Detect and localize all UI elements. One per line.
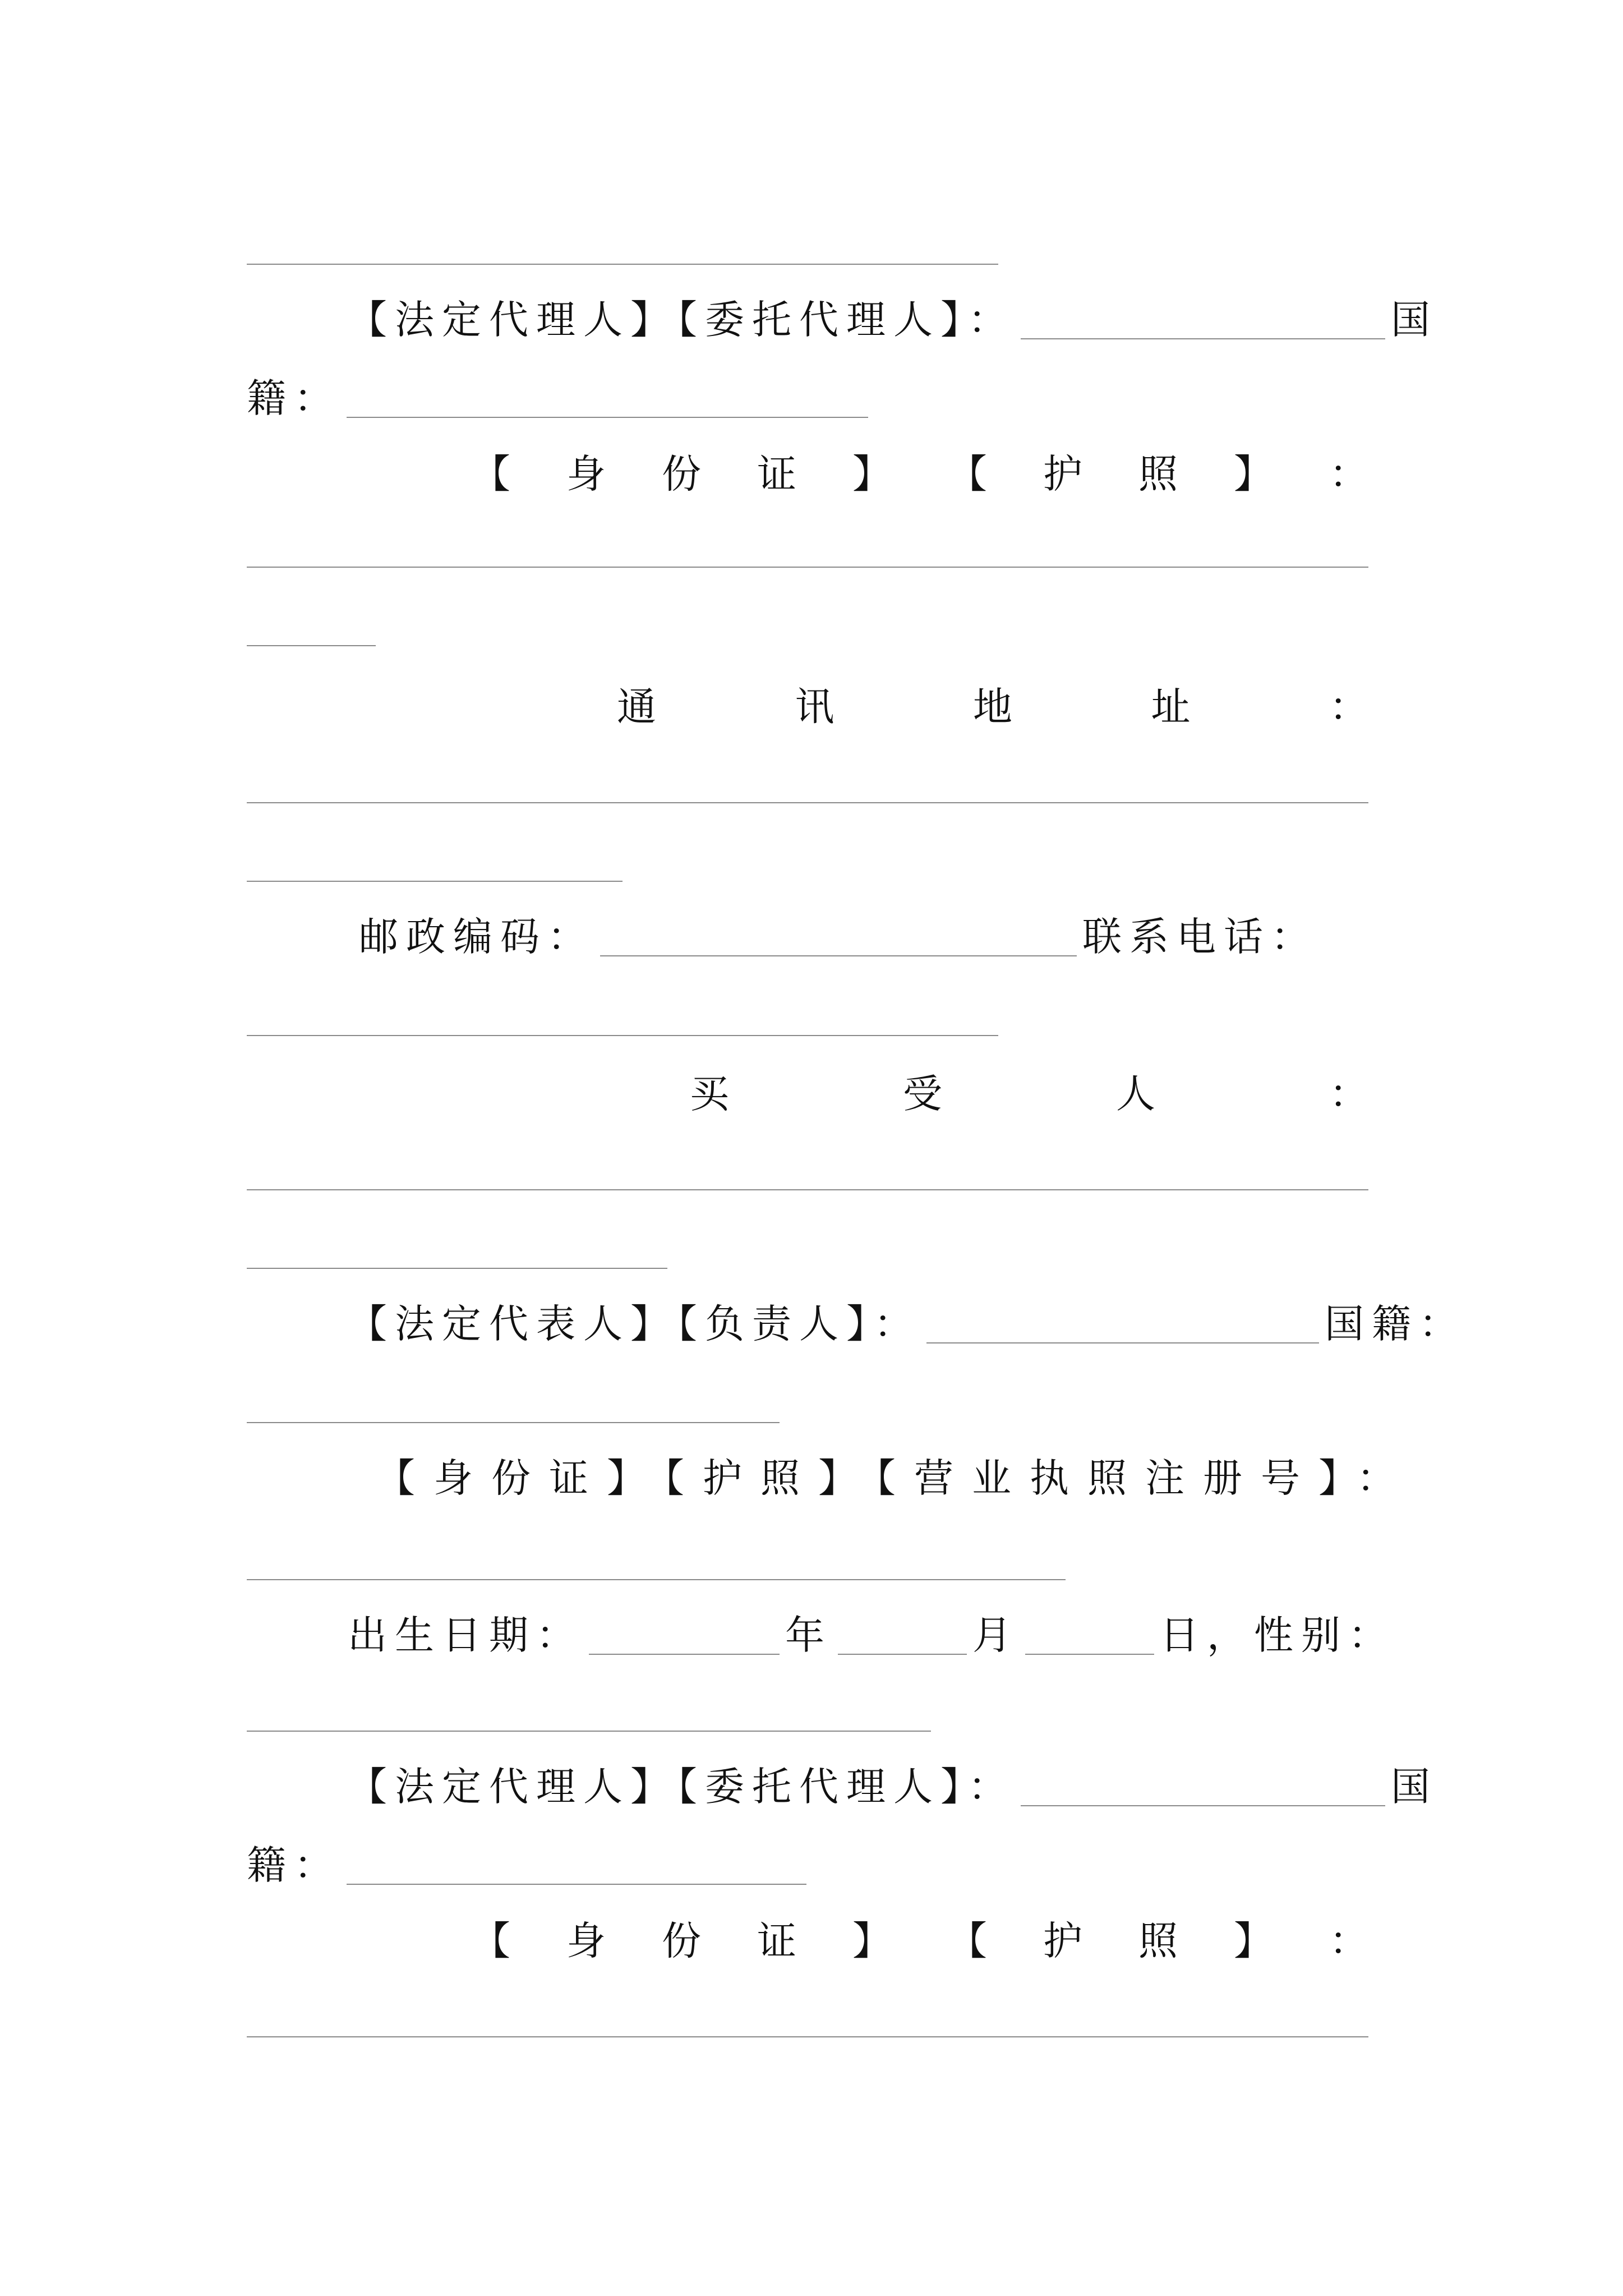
blank-line xyxy=(247,1422,780,1423)
colon: ： xyxy=(1329,684,1368,730)
id-license-label: 【身份证】【护照】【营业执照注册号】： xyxy=(376,1455,1414,1501)
day-gender-label: 日，性别： xyxy=(1160,1612,1395,1658)
postal-blank xyxy=(600,923,1077,956)
bracket: 】 xyxy=(852,451,892,497)
legal-agent-label-2: 【法定代理人】【委托代理人】： xyxy=(348,1764,1015,1810)
char: 证 xyxy=(757,451,796,497)
bracket: 【 xyxy=(948,1918,987,1964)
blank-line xyxy=(247,2036,1368,2037)
bracket: 】 xyxy=(1234,451,1273,497)
nationality-row xyxy=(247,375,874,421)
char: 份 xyxy=(662,451,701,497)
blank-line xyxy=(247,881,623,882)
nationality-prefix-2: 国 xyxy=(1391,1764,1438,1810)
char: 身 xyxy=(566,451,606,497)
char: 讯 xyxy=(795,684,834,730)
nationality-label-2: 籍： xyxy=(247,1842,341,1888)
blank-line xyxy=(247,1579,1066,1580)
bracket: 】 xyxy=(1234,1918,1273,1964)
char: 护 xyxy=(1043,451,1082,497)
id-passport-row xyxy=(471,451,1368,497)
id-license-row xyxy=(376,1455,1414,1501)
char: 照 xyxy=(1138,1918,1178,1964)
phone-label: 联系电话： xyxy=(1082,914,1318,960)
day-blank xyxy=(1025,1621,1154,1655)
char: 证 xyxy=(757,1918,796,1964)
blank-line xyxy=(247,1731,931,1732)
blank-line xyxy=(247,802,1368,803)
colon: ： xyxy=(1329,451,1368,497)
legal-rep-row xyxy=(348,1301,1466,1347)
legal-agent-label: 【法定代理人】【委托代理人】： xyxy=(348,297,1015,343)
month-blank xyxy=(838,1621,967,1655)
year-label: 年 xyxy=(785,1612,832,1658)
birth-label: 出生日期： xyxy=(348,1612,583,1658)
legal-agent-row xyxy=(348,297,1438,343)
blank-line xyxy=(247,264,998,265)
char: 人 xyxy=(1116,1071,1155,1117)
char: 地 xyxy=(973,684,1012,730)
legal-rep-label: 【法定代表人】【负责人】： xyxy=(348,1301,921,1347)
colon: ： xyxy=(1329,1071,1368,1117)
address-row xyxy=(617,684,1368,730)
char: 通 xyxy=(617,684,656,730)
char: 址 xyxy=(1151,684,1191,730)
char: 护 xyxy=(1043,1918,1082,1964)
bracket: 【 xyxy=(948,451,987,497)
char: 照 xyxy=(1138,451,1178,497)
legal-agent-row-2 xyxy=(348,1764,1438,1810)
legal-agent-blank xyxy=(1021,306,1385,339)
nationality-prefix: 国 xyxy=(1391,297,1438,343)
bracket: 【 xyxy=(471,1918,510,1964)
char: 身 xyxy=(566,1918,606,1964)
nationality-row-2 xyxy=(247,1842,812,1888)
blank-line xyxy=(247,567,1368,568)
char: 受 xyxy=(903,1071,942,1117)
nationality-blank xyxy=(347,384,868,418)
blank-line xyxy=(247,645,376,646)
char: 份 xyxy=(662,1918,701,1964)
colon: ： xyxy=(1329,1918,1368,1964)
blank-line xyxy=(247,1035,998,1036)
nationality-blank-2 xyxy=(347,1851,806,1885)
legal-agent-blank-2 xyxy=(1021,1773,1385,1806)
char: 买 xyxy=(690,1071,729,1117)
blank-line xyxy=(247,1268,667,1269)
legal-rep-blank xyxy=(926,1310,1319,1343)
postal-label: 邮政编码： xyxy=(359,914,594,960)
birth-row xyxy=(348,1612,1395,1658)
nationality-label: 国籍： xyxy=(1325,1301,1466,1347)
nationality-label: 籍： xyxy=(247,375,341,421)
id-passport-row-2 xyxy=(471,1918,1368,1964)
bracket: 】 xyxy=(852,1918,892,1964)
buyer-row xyxy=(690,1071,1368,1117)
month-label: 月 xyxy=(972,1612,1020,1658)
year-blank xyxy=(589,1621,780,1655)
bracket: 【 xyxy=(471,451,510,497)
blank-line xyxy=(247,1189,1368,1190)
postal-phone-row xyxy=(359,914,1318,960)
